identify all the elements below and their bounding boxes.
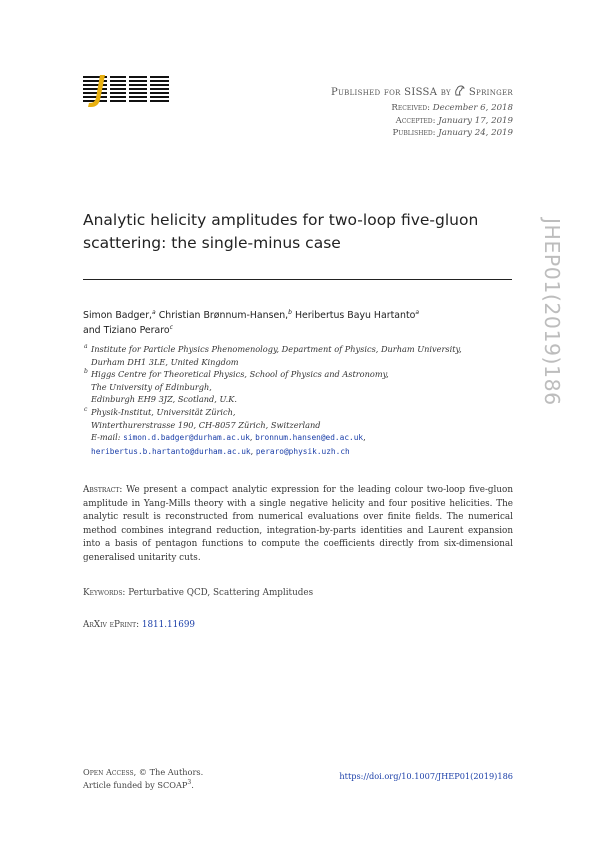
email-link[interactable]: heribertus.b.hartanto@durham.ac.uk bbox=[91, 446, 251, 456]
date-published: Published: January 24, 2019 bbox=[392, 128, 513, 139]
article-side-id: JHEP01(2019)186 bbox=[540, 218, 564, 406]
author-name: Christian Brønnum-Hansen, bbox=[158, 310, 289, 321]
affiliation-b: b Higgs Centre for Theoretical Physics, School of Physics and Astronomy, The University of Edinburgh, Edinburgh EH9 3JZ, Scotland, U.K. bbox=[84, 368, 389, 405]
title-rule bbox=[83, 279, 512, 280]
email-block: E-mail: simon.d.badger@durham.ac.uk, bronnum.hansen@ed.ac.uk, heribertus.b.hartanto@durham.ac.uk, peraro@physik.uzh.ch bbox=[91, 432, 366, 456]
title-line: scattering: the single-minus case bbox=[83, 234, 341, 252]
affiliation-block bbox=[83, 343, 513, 458]
published-for-text: Published for SISSA by bbox=[330, 87, 451, 98]
jhep-logo-icon bbox=[83, 74, 169, 108]
title-line: Analytic helicity amplitudes for two-loop five-gluon bbox=[83, 211, 479, 229]
email-link[interactable]: bronnum.hansen@ed.ac.uk bbox=[255, 433, 364, 443]
abstract-text: We present a compact analytic expression for the leading colour two-loop five-gluon amplitude in Yang-Mills theory with a single negative helicity and four positive helicities. The analytic result is reconstructed from numerical evaluations over finite fields. The numerical method combines integrand reduction, integration-by-parts identities and Laurent expansion into a basis of pentagon functions to compute the coefficients directly from six-dimensional generalised unitarity cuts. bbox=[83, 485, 513, 563]
date-accepted: Accepted: January 17, 2019 bbox=[395, 115, 513, 126]
affiliation-a: a Institute for Particle Physics Phenomenology, Department of Physics, Durham University, Durham DH1 3LE, United Kingdom bbox=[84, 343, 462, 367]
footer-license: Open Access, © The Authors. Article funded by SCOAP$^3$. bbox=[83, 767, 204, 790]
author-conjunction: and bbox=[83, 325, 101, 336]
paper-title bbox=[83, 209, 503, 255]
springer-horse-icon bbox=[454, 85, 465, 96]
email-label: E-mail: bbox=[91, 432, 121, 443]
arxiv-link[interactable]: 1811.11699 bbox=[141, 620, 196, 630]
author-name: Simon Badger, bbox=[83, 310, 153, 321]
author-name: Heribertus Bayu Hartanto bbox=[294, 310, 416, 321]
keywords-text: Perturbative QCD, Scattering Amplitudes bbox=[128, 588, 314, 598]
author-name: Tiziano Peraro bbox=[103, 325, 170, 336]
date-received: Received: December 6, 2018 bbox=[391, 103, 513, 113]
keywords-label: Keywords: bbox=[83, 588, 126, 598]
abstract-label: Abstract: bbox=[83, 485, 123, 495]
copyright-text: © The Authors. bbox=[138, 767, 204, 777]
open-access-label: Open Access, bbox=[83, 767, 137, 777]
author-list: Simon Badger,$^a$ Christian Brønnum-Hansen,$^b$ Heribertus Bayu Hartanto$^a$ and Tiziano Peraro$^c$ bbox=[83, 309, 420, 336]
published-for-line bbox=[331, 85, 513, 98]
doi-link[interactable]: https://doi.org/10.1007/JHEP01(2019)186 bbox=[339, 771, 513, 781]
journal-logo bbox=[83, 74, 169, 108]
date-block bbox=[391, 102, 513, 140]
keywords-line bbox=[83, 588, 313, 598]
abstract bbox=[83, 484, 513, 566]
arxiv-line bbox=[83, 620, 195, 630]
publisher-name: Springer bbox=[468, 87, 513, 98]
email-link[interactable]: peraro@physik.uzh.ch bbox=[255, 446, 350, 456]
email-link[interactable]: simon.d.badger@durham.ac.uk bbox=[123, 433, 250, 443]
arxiv-label: ArXiv ePrint: bbox=[83, 620, 140, 630]
affiliation-c: c Physik-Institut, Universität Zürich, Winterthurerstrasse 190, CH-8057 Zürich, Switzerland bbox=[84, 405, 321, 430]
funding-text: Article funded by SCOAP bbox=[83, 780, 188, 790]
